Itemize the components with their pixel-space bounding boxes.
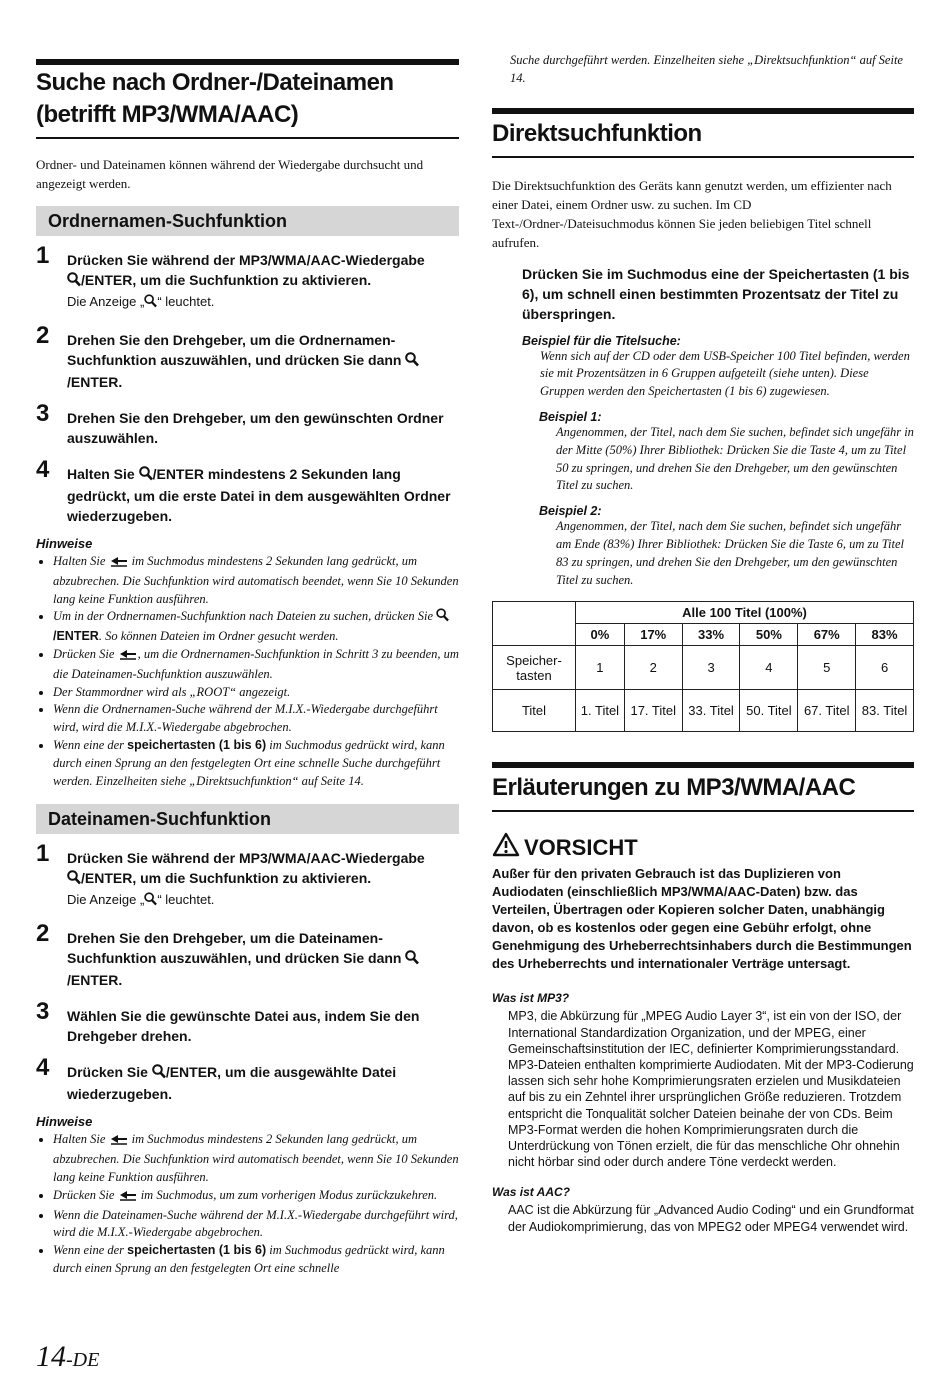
- file-notes: [36, 1131, 459, 1277]
- file-step-3: 3 Wählen Sie die gewünschte Datei aus, indem Sie den Drehgeber drehen.: [36, 998, 420, 1045]
- direct-search-title: Direktsuchfunktion: [492, 108, 914, 158]
- search-icon: [139, 466, 153, 486]
- back-icon: [109, 1133, 129, 1151]
- left-column: [36, 0, 459, 1278]
- page-title: [36, 59, 459, 139]
- answer-aac: AAC ist die Abkürzung für „Advanced Audio Coding“ und ein Grundformat der Audiokomprimierung, das von MPEG2 oder MPEG4 verwendet wird.: [508, 1203, 914, 1234]
- file-search-heading: Dateinamen-Suchfunktion: [36, 804, 459, 834]
- example-2-title: Beispiel 2:: [539, 504, 602, 519]
- page-number: 14-DE: [36, 1340, 100, 1373]
- search-icon: [152, 1064, 166, 1084]
- right-column: [492, 0, 914, 1235]
- example-title: Beispiel für die Titelsuche:: [522, 333, 681, 348]
- note-item: • Wenn eine der speichertasten (1 bis 6) im Suchmodus gedrückt wird, kann durch einen Sprung an den festgelegten Ort eine schnelle Suche durchgeführt werden. Einzelheiten siehe „Direktsuchfunktion“ auf Seite 14.: [53, 737, 459, 790]
- folder-notes-title: Hinweise: [36, 536, 93, 551]
- file-step-2: 2 Drehen Sie den Drehgeber, um die Dateinamen-Suchfunktion auszuwählen, und drücken Sie dann /ENTER.: [36, 928, 459, 990]
- file-steps: [36, 840, 459, 1104]
- folder-search-heading: Ordnernamen-Suchfunktion: [36, 206, 459, 236]
- note-item: • Drücken Sie im Suchmodus, um zum vorherigen Modus zurückzukehren.: [53, 1187, 459, 1207]
- note-item: • Um in der Ordnernamen-Suchfunktion nach Dateien zu suchen, drücken Sie /ENTER. So können Dateien im Ordner gesucht werden.: [53, 608, 459, 646]
- search-icon: [67, 272, 81, 292]
- caution-text: Außer für den privaten Gebrauch ist das Duplizieren von Audiodaten (einschließlich MP3/WMA/AAC-Daten) bzw. das Verteilen, Übertragen oder Kopieren solcher Daten, unabhängig davon, ob es kostenlos oder gegen eine Gebühr erfolgt, ohne Genehmigung des Urheberrechtsinhabers durch die Bestimmungen des Urheberrechts und internationaler Verträge untersagt.: [492, 866, 912, 972]
- direct-instruction: Drücken Sie im Suchmodus eine der Speichertasten (1 bis 6), um schnell einen bestimmten Prozentsatz der Titel zu überspringen.: [522, 265, 910, 322]
- table-row: Speicher-tasten 1 2 3 4 5 6: [493, 646, 914, 690]
- note-item: • Wenn die Dateinamen-Suche während der M.I.X.-Wiedergabe durchgeführt wird, wird die M.I.X.-Wiedergabe abgebrochen.: [53, 1207, 459, 1243]
- file-notes-title: Hinweise: [36, 1114, 93, 1130]
- folder-step-2: 2 Drehen Sie den Drehgeber, um die Ordnernamen-Suchfunktion auszuwählen, und drücken Sie dann /ENTER.: [36, 330, 459, 392]
- search-icon: [67, 870, 81, 890]
- search-icon: [436, 608, 449, 628]
- example-1-text: Angenommen, der Titel, nach dem Sie suchen, befindet sich ungefähr in der Mitte (50%) Ihrer Bibliothek: Drücken Sie die Taste 4, um zu Titel 50 zu springen, und drehen Sie den Drehgeber, um den gewünschten Titel zu suchen.: [556, 424, 914, 493]
- back-icon: [109, 555, 129, 573]
- example-2-text: Angenommen, der Titel, nach dem Sie suchen, befindet sich ungefähr am Ende (83%) Ihrer Bibliothek: Drücken Sie die Taste 6, um zu Titel 83 zu springen, und drehen Sie den Drehgeber, um den gewünschten Titel zu suchen.: [556, 519, 904, 587]
- caution-heading: VORSICHT: [492, 832, 914, 863]
- title-line-1: Suche nach Ordner-/Dateinamen: [36, 69, 394, 96]
- note-item: • Halten Sie im Suchmodus mindestens 2 Sekunden lang gedrückt, um abzubrechen. Die Suchfunktion wird automatisch beendet, wenn Sie 10 Sekunden lang keine Funktion ausführen.: [53, 1131, 459, 1186]
- question-mp3: Was ist MP3?: [492, 991, 570, 1006]
- search-icon: [144, 294, 157, 314]
- file-step-1: 1 Drücken Sie während der MP3/WMA/AAC-Wiedergabe /ENTER, um die Suchfunktion zu aktivieren. Die Anzeige „ “ leuchtet.: [36, 848, 459, 912]
- note-item: • Wenn eine der speichertasten (1 bis 6) im Suchmodus gedrückt wird, kann durch einen Sprung an den festgelegten Ort eine schnelle: [53, 1242, 459, 1278]
- note-item: • Wenn die Ordnernamen-Suche während der M.I.X.-Wiedergabe durchgeführt wird, wird die M.I.X.-Wiedergabe abgebrochen.: [53, 701, 459, 737]
- note-item: • Der Stammordner wird als „ROOT“ angezeigt.: [53, 684, 459, 702]
- question-aac: Was ist AAC?: [492, 1185, 571, 1200]
- search-icon: [405, 352, 419, 372]
- example-1-title: Beispiel 1:: [539, 409, 602, 424]
- title-line-2: (betrifft MP3/WMA/AAC): [36, 101, 299, 128]
- folder-step-3: 3 Drehen Sie den Drehgeber, um den gewünschten Ordner auszuwählen.: [36, 400, 444, 446]
- note-item: • Halten Sie im Suchmodus mindestens 2 Sekunden lang gedrückt, um abzubrechen. Die Suchfunktion wird automatisch beendet, wenn Sie 10 Sekunden lang keine Funktion ausführen.: [53, 553, 459, 608]
- file-step-4: 4 Drücken Sie /ENTER, um die ausgewählte Datei wiederzugeben.: [36, 1054, 397, 1103]
- warning-icon: [492, 832, 520, 863]
- continued-note: Suche durchgeführt werden. Einzelheiten siehe „Direktsuchfunktion“ auf Seite 14.: [510, 53, 903, 85]
- percent-table: [492, 601, 914, 732]
- note-item: • Drücken Sie , um die Ordnernamen-Suchfunktion in Schritt 3 zu beenden, um die Dateinamen-Suchfunktion auszuwählen.: [53, 646, 459, 684]
- table-corner: [493, 602, 576, 646]
- table-row: 0% 17% 33% 50% 67% 83%: [493, 624, 914, 646]
- mp3-explanations-title: Erläuterungen zu MP3/WMA/AAC: [492, 762, 914, 812]
- example-text: Wenn sich auf der CD oder dem USB-Speicher 100 Titel befinden, werden sie mit Prozentsätzen in 6 Gruppen aufgeteilt (siehe unten). Diese Gruppen werden den Speichertasten (1 bis 6) zugewiesen.: [540, 348, 910, 399]
- folder-step-4: 4 Halten Sie /ENTER mindestens 2 Sekunden lang gedrückt, um die erste Datei in dem ausgewählten Ordner wiederzugeben.: [36, 456, 451, 524]
- folder-notes: [36, 553, 459, 790]
- table-header: Alle 100 Titel (100%): [576, 602, 914, 624]
- answer-mp3: MP3, die Abkürzung für „MPEG Audio Layer 3“, ist ein von der ISO, der International Standardization Organization, und der MPEG, einer Gemeinschaftsinstitution der IEC, definierter Komprimierungsstandard. MP3-Dateien enthalten komprimierte Audiodaten. Mit der MP3-Codierung lassen sich sehr hohe Komprimierungsraten erzielen und Musikdateien auf bis zu ein Zehntel ihrer ursprünglichen Größe reduzieren. Trotzdem entspricht die Tonqualität solcher Dateien beinahe der von CDs. Beim MP3-Format werden die hohen Komprimierungsraten durch die Unterdrückung von Tönen erzielt, die für das menschliche Ohr ohnehin nicht hörbar sind oder durch andere Töne verdeckt werden.: [508, 1009, 914, 1170]
- intro-text: Ordner- und Dateinamen können während der Wiedergabe durchsucht und angezeigt werden.: [36, 157, 424, 191]
- back-icon: [118, 1189, 138, 1207]
- folder-step-1: 1 Drücken Sie während der MP3/WMA/AAC-Wiedergabe /ENTER, um die Suchfunktion zu aktivieren. Die Anzeige „ “ leuchtet.: [36, 250, 459, 314]
- folder-steps: [36, 242, 459, 526]
- back-icon: [118, 648, 138, 666]
- table-row: Titel 1. Titel 17. Titel 33. Titel 50. Titel 67. Titel 83. Titel: [493, 690, 914, 732]
- search-icon: [405, 950, 419, 970]
- direct-intro: Die Direktsuchfunktion des Geräts kann genutzt werden, um effizienter nach einer Datei, einem Ordner usw. zu suchen. Im CD Text-/Ordner-/Dateisuchmodus können Sie jeden beliebigen Titel schnell aufrufen.: [492, 177, 892, 250]
- search-icon: [144, 892, 157, 912]
